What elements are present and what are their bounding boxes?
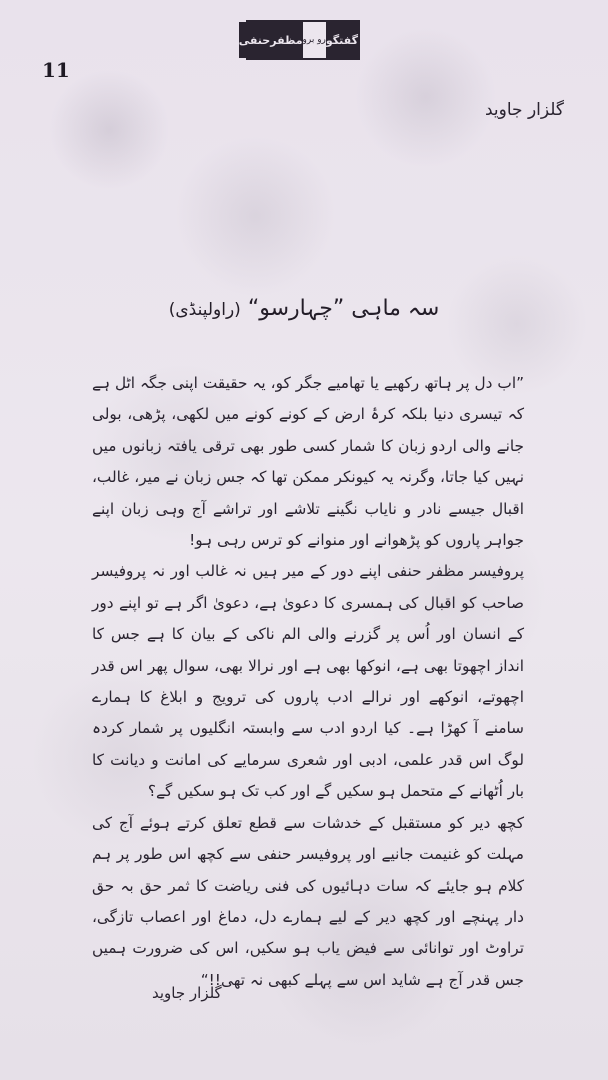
paragraph-1: ”اب دل پر ہاتھ رکھیے یا تھامیے جگر کو، یہ حقیقت اپنی جگہ اٹل ہے کہ تیسری دنیا بلکہ کرۂ ارض کے کونے کونے میں لکھی، پڑھی، بولی جانے والی اردو زبان کا شمار کسی طور بھی ترقی یافتہ زبانوں میں نہیں کیا جاتا، وگرنہ یہ کیونکر ممکن تھا کہ جس زبان نے میر، غالب، اقبال جیسے نادر و نایاب نگینے تلاشے اور تراشے آج وہی زبان اپنے جواہر پاروں کو پڑھوانے اور منوانے کو ترس رہی ہو! — [92, 374, 524, 550]
page-number: 11 — [42, 58, 70, 82]
section-banner — [238, 20, 360, 60]
author-name-top: گلزار جاوید — [485, 100, 564, 120]
article-heading — [40, 296, 568, 321]
paragraph-2: پروفیسر مظفر حنفی اپنے دور کے میر ہیں نہ غالب اور نہ پروفیسر صاحب کو اقبال کی ہمسری کا دعویٰ ہے، دعویٰ اگر ہے تو اپنے دور کے انسان اور اُس پر گزرنے والی الم ناکی کے بیان کا ہے جس کا انداز اچھوتا بھی ہے، انوکھا بھی ہے اور نرالا بھی، سوال پھر اس قدر اچھوتے، انوکھے اور نرالے ادب پاروں کی ترویج و ابلاغ کا ہمارے سامنے آ کھڑا ہے۔ کیا اردو ادب سے وابستہ انگلیوں پر شمار کردہ لوگ اس قدر علمی، ادبی اور شعری سرمایے کی امانت و دیانت کا بار اُٹھانے کے متحمل ہو سکیں گے اور کب تک ہو سکیں گے؟ — [92, 562, 524, 801]
banner-label-name: مظفرحنفی — [239, 22, 303, 58]
heading-title: سہ ماہی ”چہارسو“ — [247, 296, 440, 321]
body-text — [92, 368, 524, 996]
paragraph-3: کچھ دیر کو مستقبل کے خدشات سے قطع تعلق کرتے ہوئے آج کی مہلت کو غنیمت جانیے اور پروفیسر حنفی سے کچھ اس طور پر ہم کلام ہو جایئے کہ سات دہائیوں کی فنی ریاضت کا ثمر حق بہ حق دار پہنچے اور کچھ دیر کے لیے ہمارے دل، دماغ اور اعصاب تازگی، تراوٹ اور توانائی سے فیض یاب ہو سکیں، اس کی ضرورت ہمیں جس قدر آج ہے شاید اس سے پہلے کبھی نہ تھی!!“ — [92, 813, 524, 989]
heading-city: (راولپنڈی) — [168, 300, 241, 320]
banner-label-guftagu: گفتگو — [326, 22, 358, 58]
banner-label-rubaru: رو برو — [303, 22, 326, 58]
author-signature: گلزار جاوید — [152, 984, 222, 1002]
